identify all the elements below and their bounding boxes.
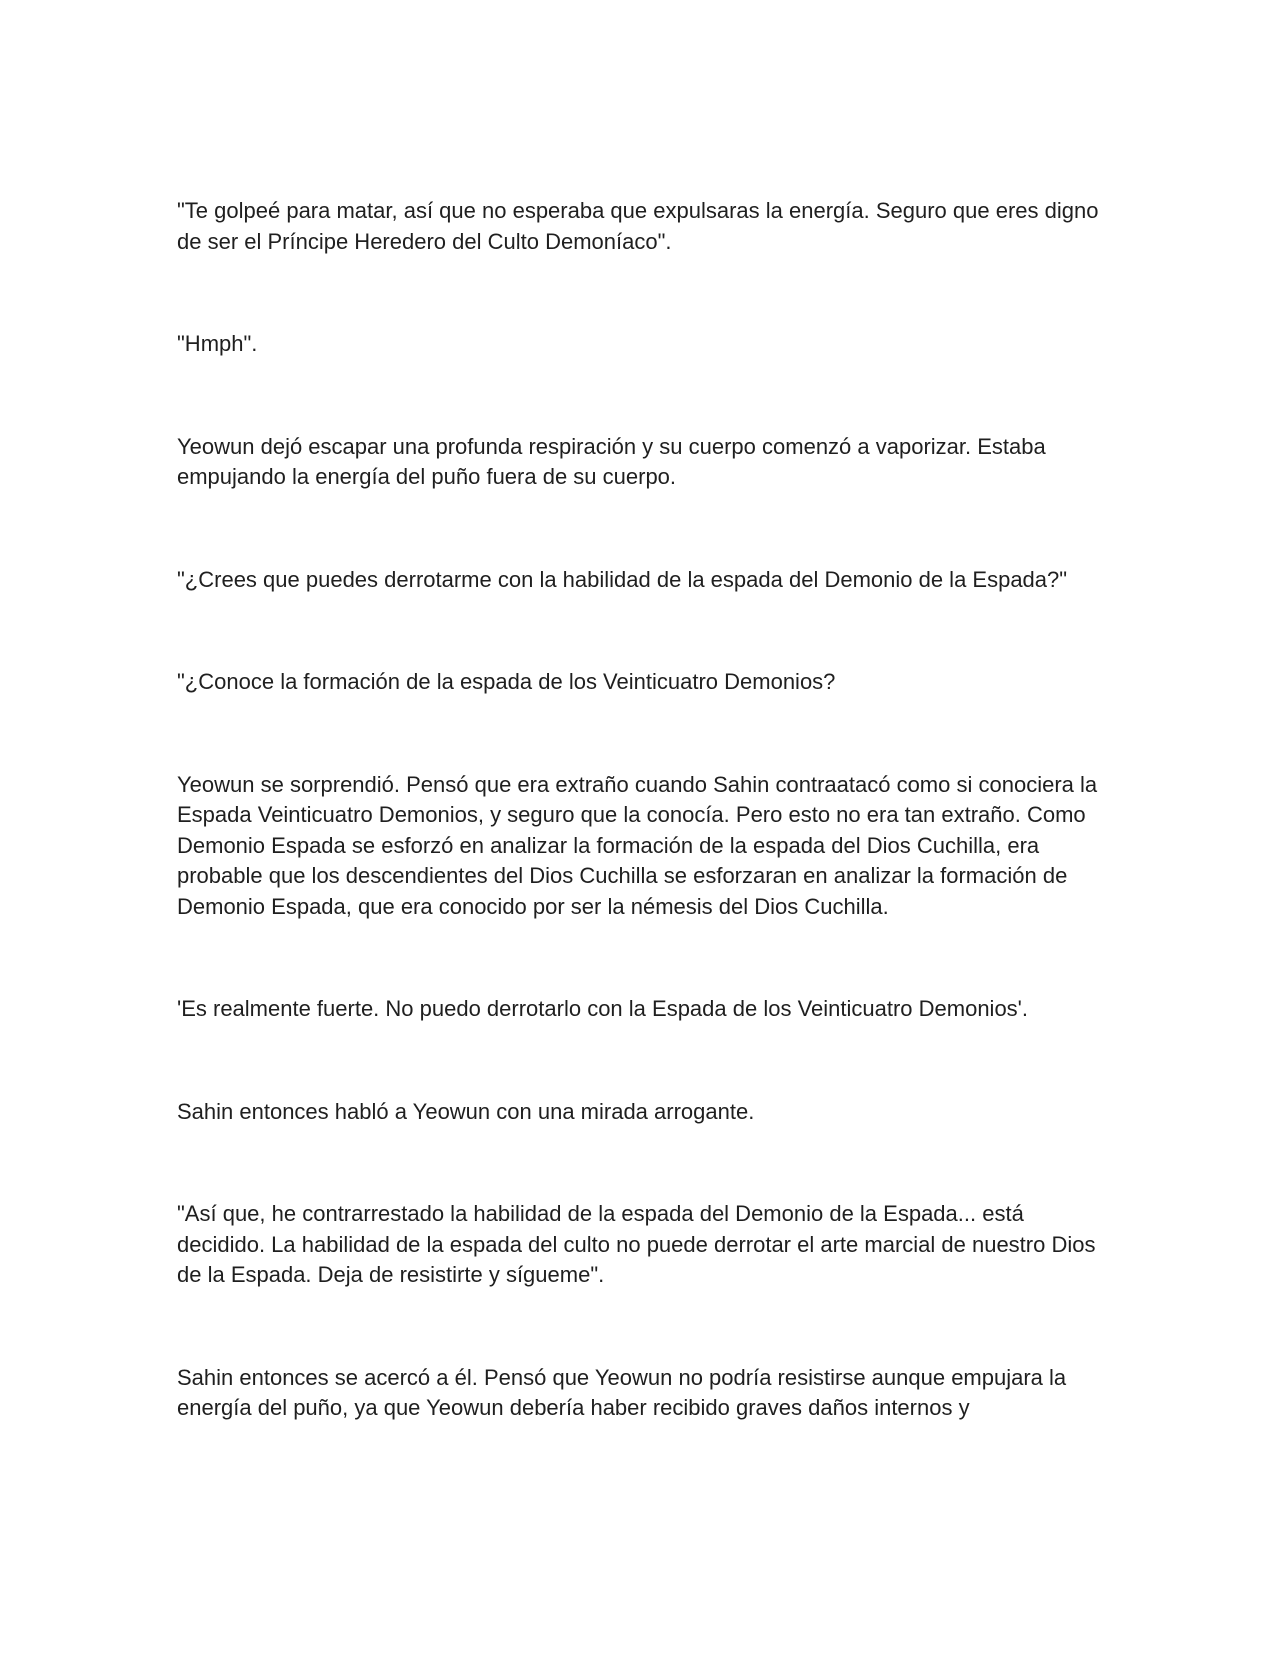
paragraph-4: "¿Crees que puedes derrotarme con la habilidad de la espada del Demonio de la Espada?" bbox=[177, 566, 1068, 592]
paragraph-5: "¿Conoce la formación de la espada de los Veinticuatro Demonios? bbox=[177, 669, 836, 694]
paragraph-9: "Así que, he contrarrestado la habilidad de la espada del Demonio de la Espada... está decidido. La habilidad de la espada del culto no puede derrotar el arte marcial de nuestro Dios de la Espada. Deja de resistirte y sígueme". bbox=[177, 1201, 1096, 1287]
paragraph-6: Yeowun se sorprendió. Pensó que era extraño cuando Sahin contraatacó como si conociera la Espada Veinticuatro Demonios, y seguro que la conocía. Pero esto no era tan extraño. Como Demonio Espada se esforzó en analizar la formación de la espada del Dios Cuchilla, era probable que los descendientes del Dios Cuchilla se esforzaran en analizar la formación de Demonio Espada, que era conocido por ser la némesis del Dios Cuchilla. bbox=[177, 771, 1098, 919]
paragraph-7: 'Es realmente fuerte. No puedo derrotarlo con la Espada de los Veinticuatro Demonios'. bbox=[177, 996, 1028, 1021]
text-body bbox=[177, 196, 1107, 1424]
paragraph-3: Yeowun dejó escapar una profunda respiración y su cuerpo comenzó a vaporizar. Estaba empujando la energía del puño fuera de su cuerpo. bbox=[177, 433, 1046, 489]
paragraph-10: Sahin entonces se acercó a él. Pensó que Yeowun no podría resistirse aunque empujara la energía del puño, ya que Yeowun debería haber recibido graves daños internos y bbox=[177, 1364, 1067, 1420]
paragraph-8: Sahin entonces habló a Yeowun con una mirada arrogante. bbox=[177, 1098, 755, 1124]
paragraph-2: "Hmph". bbox=[177, 331, 258, 356]
paragraph-1: "Te golpeé para matar, así que no esperaba que expulsaras la energía. Seguro que eres digno de ser el Príncipe Heredero del Culto Demoníaco". bbox=[177, 198, 1099, 254]
